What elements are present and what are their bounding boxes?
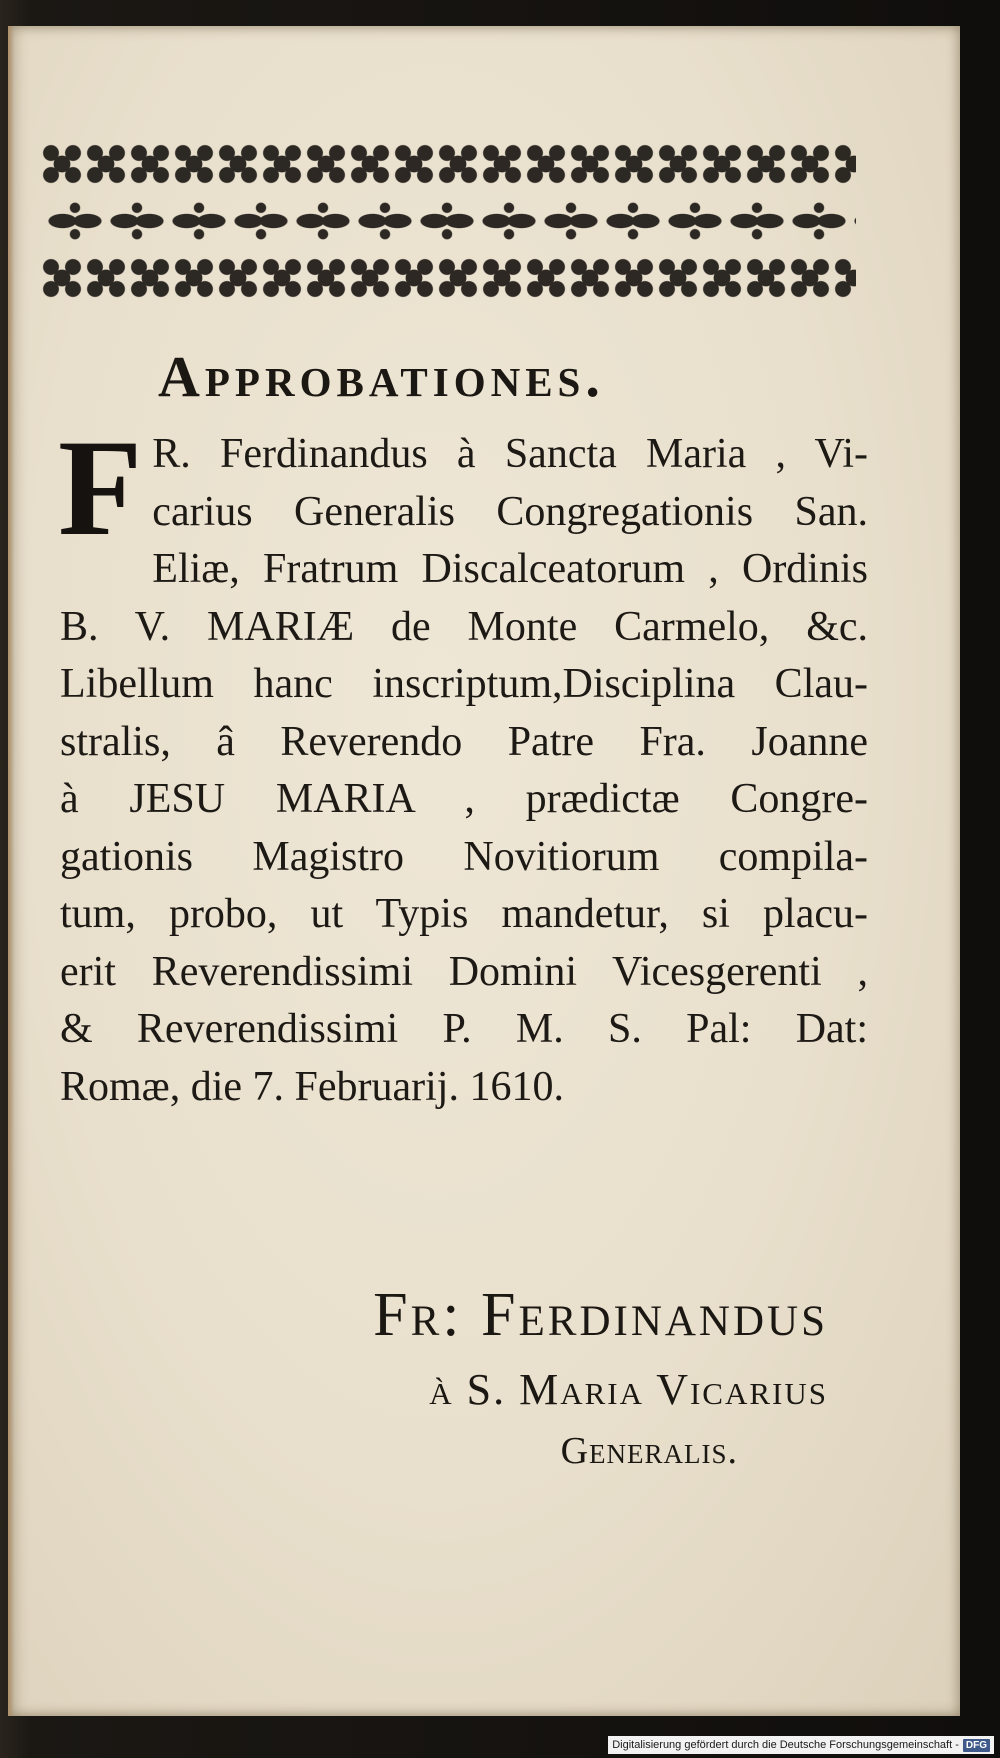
text-line-8: gationis Magistro Novitiorum compila- — [60, 833, 868, 880]
ornamental-header-band — [40, 140, 856, 306]
ornament-row-bottom — [40, 254, 856, 302]
credit-text: Digitalisierung gefördert durch die Deutsche Forschungsgemeinschaft - — [612, 1739, 959, 1751]
drop-cap-initial: F — [58, 411, 143, 564]
approbation-text — [58, 411, 868, 1116]
dfg-logo: DFG — [963, 1739, 990, 1752]
digitization-credit — [608, 1736, 994, 1754]
text-line-12: Romæ, die 7. Februarij. 1610. — [60, 1063, 564, 1110]
ornament-row-middle — [40, 197, 856, 245]
text-line-2: carius Generalis Congregationis San. — [152, 488, 868, 535]
text-line-3: Eliæ, Fratrum Discalceatorum , Ordinis — [152, 546, 868, 592]
book-page — [8, 26, 960, 1716]
signature-office: Generalis. — [560, 1430, 738, 1472]
text-line-9: tum, probo, ut Typis mandetur, si placu- — [60, 891, 868, 937]
text-line-7: à JESU MARIA , prædictæ Congre- — [60, 776, 868, 822]
page-heading: Approbationes. — [158, 344, 605, 409]
ornament-row-top — [40, 140, 856, 188]
text-line-1: R. Ferdinandus à Sancta Maria , Vi- — [152, 431, 868, 477]
text-line-4: B. V. MARIÆ de Monte Carmelo, &c. — [60, 603, 868, 650]
text-line-5: Libellum hanc inscriptum,Disciplina Clau- — [60, 661, 868, 707]
signature-title: à S. Maria Vicarius — [429, 1365, 828, 1414]
signature-name: Fr: Ferdinandus — [373, 1281, 828, 1349]
text-line-10: erit Reverendissimi Domini Vicesgerenti , — [60, 948, 868, 995]
text-line-11: & Reverendissimi P. M. S. Pal: Dat: — [60, 1006, 868, 1052]
text-line-6: stralis, â Reverendo Patre Fra. Joanne — [60, 718, 868, 765]
